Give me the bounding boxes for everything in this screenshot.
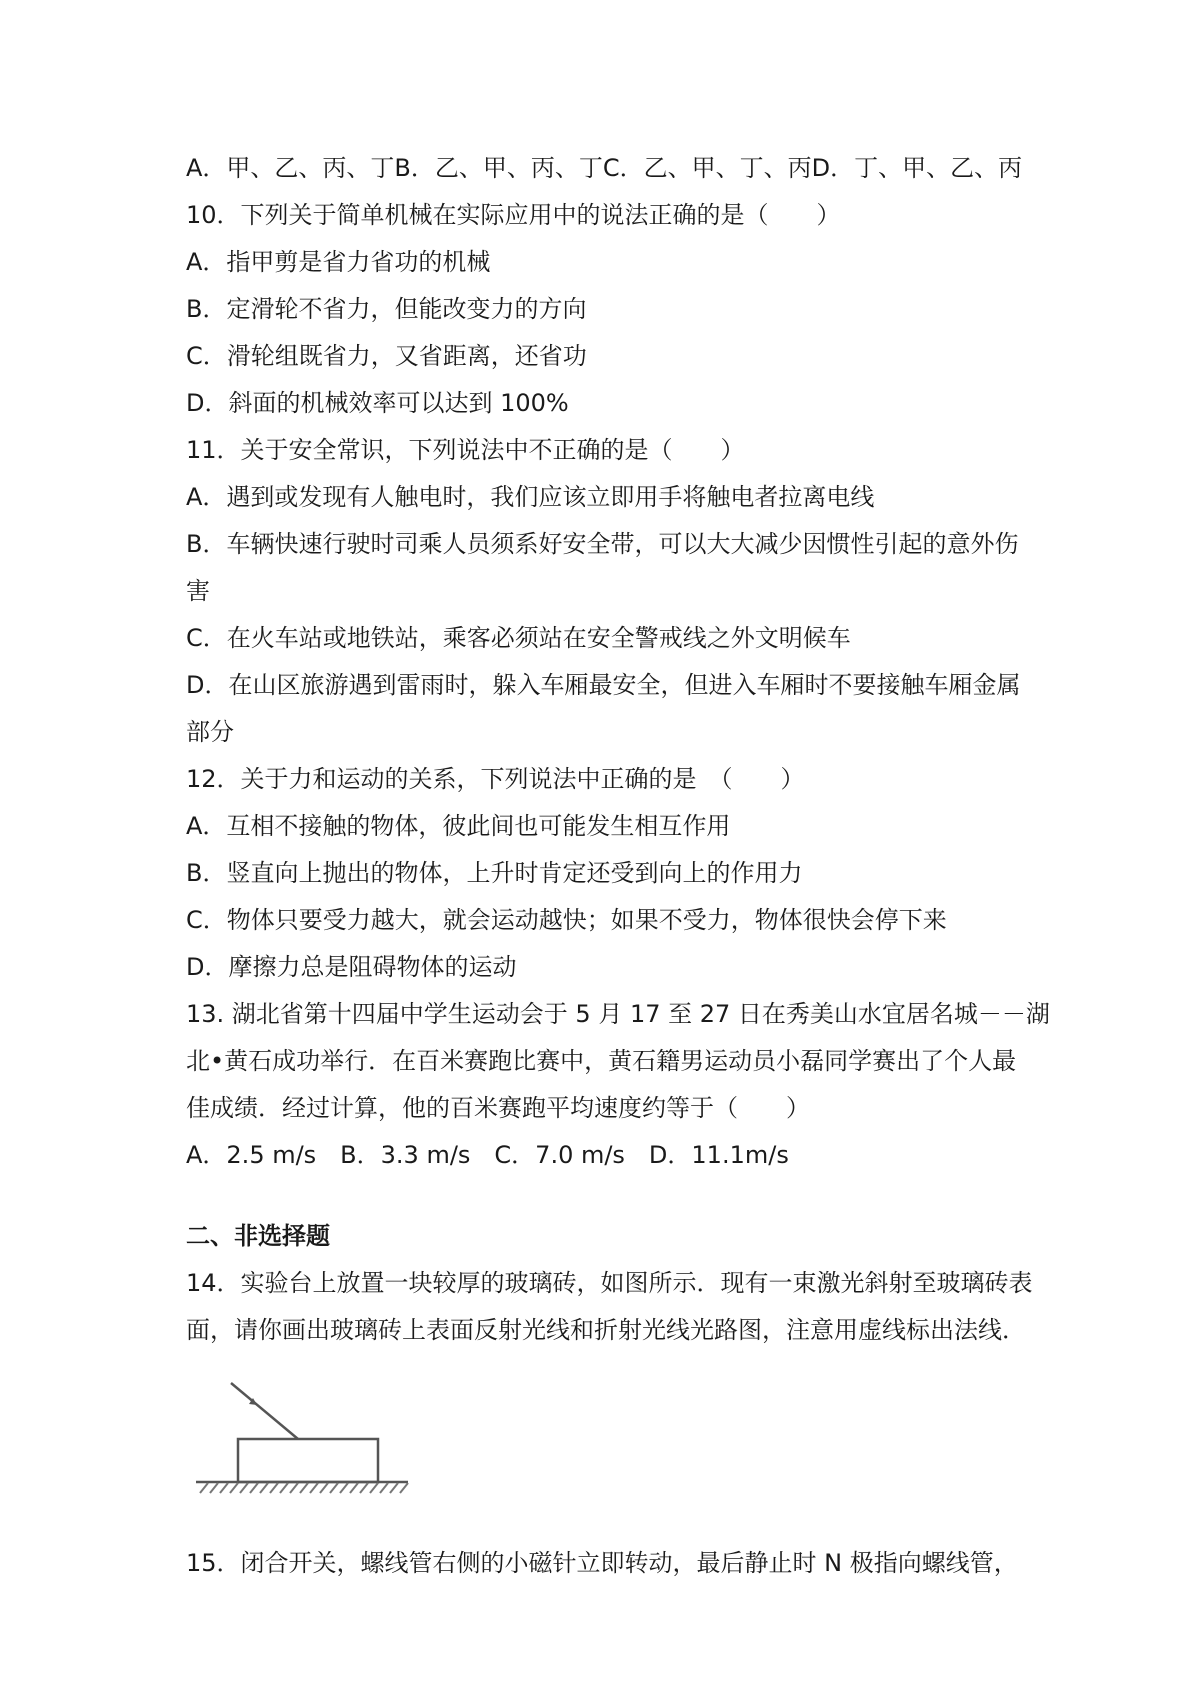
q10-option-d: D．斜面的机械效率可以达到 100% (186, 389, 569, 417)
q12-option-a: A．互相不接触的物体，彼此间也可能发生相互作用 (186, 812, 731, 840)
q10-option-b: B．定滑轮不省力，但能改变力的方向 (186, 295, 587, 323)
q14-stem-line2: 面，请你画出玻璃砖上表面反射光线和折射光线光路图，注意用虚线标出法线． (186, 1316, 1026, 1344)
q11-option-c: C．在火车站或地铁站，乘客必须站在安全警戒线之外文明候车 (186, 624, 851, 652)
q12-option-d: D．摩擦力总是阻碍物体的运动 (186, 953, 517, 981)
q13-stem-line2: 北•黄石成功举行．在百米赛跑比赛中，黄石籍男运动员小磊同学赛出了个人最 (186, 1047, 1017, 1075)
q11-option-b-line1: B．车辆快速行驶时司乘人员须系好安全带，可以大大减少因惯性引起的意外伤 (186, 530, 1019, 558)
section-heading: 二、非选择题 (186, 1222, 330, 1250)
q10-option-c: C．滑轮组既省力，又省距离，还省功 (186, 342, 587, 370)
q14-stem-line1: 14．实验台上放置一块较厚的玻璃砖，如图所示．现有一束激光斜射至玻璃砖表 (186, 1269, 1033, 1297)
q9-options: A．甲、乙、丙、丁B．乙、甲、丙、丁C．乙、甲、丁、丙D．丁、甲、乙、丙 (186, 154, 1023, 182)
incident-laser-ray (231, 1383, 298, 1439)
q11-option-d-line2: 部分 (186, 718, 234, 746)
q13-options: A．2.5 m/s B．3.3 m/s C．7.0 m/s D．11.1m/s (186, 1141, 789, 1169)
q11-option-b-line2: 害 (186, 577, 210, 605)
q12-stem: 12．关于力和运动的关系，下列说法中正确的是 （ ） (186, 765, 805, 793)
q12-option-b: B．竖直向上抛出的物体，上升时肯定还受到向上的作用力 (186, 859, 803, 887)
q12-option-c: C．物体只要受力越大，就会运动越快；如果不受力，物体很快会停下来 (186, 906, 947, 934)
glass-brick (238, 1439, 378, 1482)
q11-option-d-line1: D．在山区旅游遇到雷雨时，躲入车厢最安全，但进入车厢时不要接触车厢金属 (186, 671, 1021, 699)
q11-stem: 11．关于安全常识，下列说法中不正确的是（ ） (186, 436, 745, 464)
q13-stem-line1: 13. 湖北省第十四届中学生运动会于 5 月 17 至 27 日在秀美山水宜居名城－－湖 (186, 1000, 1050, 1028)
q10-stem: 10．下列关于简单机械在实际应用中的说法正确的是（ ） (186, 201, 841, 229)
q10-option-a: A．指甲剪是省力省功的机械 (186, 248, 491, 276)
q15-stem-line1: 15．闭合开关，螺线管右侧的小磁针立即转动，最后静止时 N 极指向螺线管， (186, 1549, 1018, 1577)
glass-brick-diagram (186, 1375, 416, 1505)
q13-stem-line3: 佳成绩．经过计算，他的百米赛跑平均速度约等于（ ） (186, 1094, 810, 1122)
ground-hatching (200, 1483, 408, 1493)
q11-option-a: A．遇到或发现有人触电时，我们应该立即用手将触电者拉离电线 (186, 483, 875, 511)
